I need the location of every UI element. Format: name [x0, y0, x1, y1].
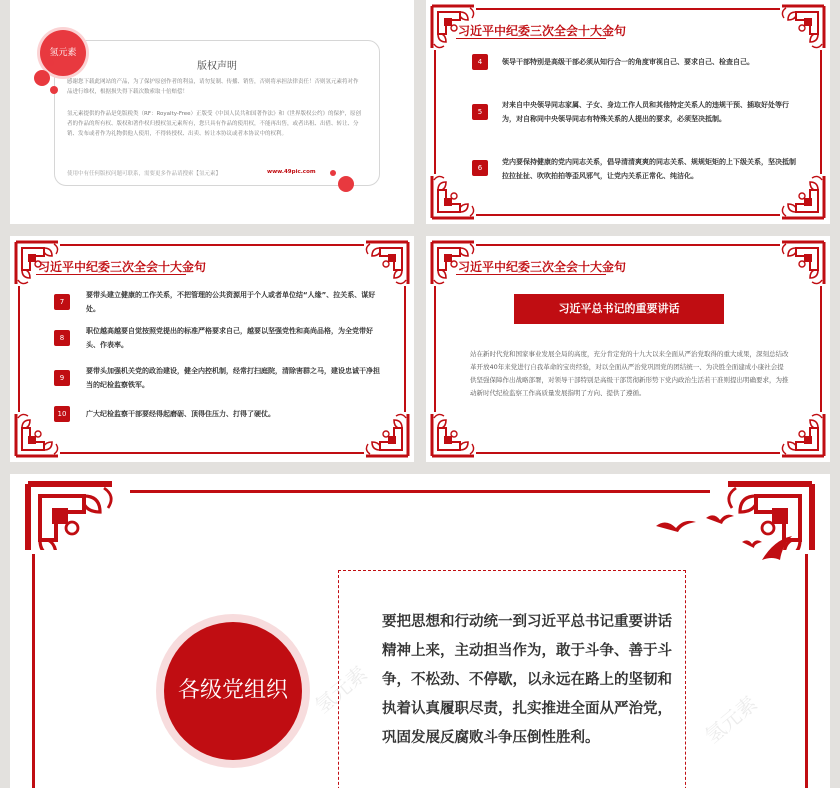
item-number: 9	[54, 370, 70, 386]
corner-ornament-icon	[778, 4, 826, 52]
copyright-card	[54, 40, 380, 186]
item-number: 5	[472, 104, 488, 120]
item-number: 10	[54, 406, 70, 422]
item-text: 要带头建立健康的工作关系，不把管理的公共资源用于个人或者单位结“人缘”、拉关系、谋好处。	[86, 291, 376, 313]
copyright-footer: 使用中有任何版权问题可联系，需要更多作品请搜索【氢元素】	[67, 171, 222, 177]
frame-line	[434, 286, 436, 412]
corner-ornament-icon	[778, 240, 826, 288]
copyright-paragraph: 氢元素提供的作品是免版税类（RF：Royalty-Free）正版受《中国人民共和国著作法》和《世界版权公约》的保护，原创者的作品的所有权、版权和著作权归授权氢元素所有，您只具有作品的使用权，不能再出售，或者出租、出借、转让、分销、发布或者作为礼物供他人使用，不得转授权、出卖、转让本协议或者本协议中的权利。	[67, 111, 362, 137]
watermark: 氢元素	[310, 661, 372, 719]
slide-copyright[interactable]	[10, 0, 414, 224]
title-underline	[456, 38, 606, 39]
slide-quotes-7-10[interactable]	[10, 236, 414, 462]
frame-line	[476, 452, 780, 454]
copyright-url: www.49pic.com	[267, 169, 316, 175]
frame-line	[820, 286, 822, 412]
slide-title: 习近平中纪委三次全会十大金句	[458, 260, 627, 274]
frame-line	[404, 286, 406, 412]
item-text: 领导干部特别是高级干部必须从知行合一的角度审视自己、要求自己、检查自己。	[502, 58, 754, 66]
speech-paragraph: 站在新时代党和国家事业发展全局的高度，充分肯定党的十九大以来全面从严治党取得的重大成果，深刻总结改革开放40年来党进行自我革命的宝贵经验，对以全面从严治党巩固党的团结统一、为决胜全面建成小康社会提供坚强保障作出战略部署，对领导干部特别是高级干部贯彻新形势下党内政治生活若干准则提出明确要求，为推动新时代纪检监察工作高质量发展指明了方向、提供了遵循。	[470, 350, 789, 397]
party-org-circle: 各级党组织	[164, 622, 302, 760]
copyright-paragraph: 感谢您下载此网站的产品，为了保护原创作者的利益，请勿复制、传播、销售，否则将承担法律责任！否则氢元素将对作品进行维权，根据损失得下载次数索取十倍赔偿！	[67, 79, 359, 95]
title-underline	[456, 274, 606, 275]
corner-ornament-icon	[778, 410, 826, 458]
frame-line	[32, 554, 35, 788]
corner-ornament-icon	[430, 172, 478, 220]
slide-title: 习近平中纪委三次全会十大金句	[458, 24, 627, 38]
corner-ornament-icon	[362, 240, 410, 288]
item-text: 广大纪检监察干部要经得起磨砺、顶得住压力、打得了硬仗。	[86, 410, 275, 418]
frame-line	[476, 214, 780, 216]
item-text: 职位越高越要自觉按照党提出的标准严格要求自己，越要以坚强党性和高尚品格，为全党带好头、作表率。	[86, 327, 373, 349]
decor-dot	[48, 60, 54, 66]
item-number: 7	[54, 294, 70, 310]
frame-line	[60, 244, 364, 246]
corner-ornament-icon	[430, 410, 478, 458]
frame-line	[60, 452, 364, 454]
decor-dot	[330, 170, 336, 176]
slide-quotes-4-6[interactable]	[426, 0, 830, 224]
item-number: 6	[472, 160, 488, 176]
frame-line	[476, 8, 780, 10]
brand-logo: 氢元素	[40, 30, 86, 76]
item-text: 党内要保持健康的党内同志关系，倡导清清爽爽的同志关系、规规矩矩的上下级关系，坚决抵制拉拉扯扯、吹吹拍拍等歪风邪气，让党内关系正常化、纯洁化。	[502, 158, 796, 180]
copyright-heading: 版权声明	[197, 61, 237, 72]
frame-line	[434, 50, 436, 174]
decor-dot	[34, 70, 50, 86]
frame-line	[18, 286, 20, 412]
decor-dot	[338, 176, 354, 192]
decor-dot	[50, 86, 58, 94]
slide-party-organizations[interactable]	[10, 474, 830, 788]
frame-line	[820, 50, 822, 174]
item-number: 8	[54, 330, 70, 346]
quote-text: 要把思想和行动统一到习近平总书记重要讲话精神上来，主动担当作为，敢于斗争、善于斗争，不松劲、不停歇，以永远在路上的坚韧和执着认真履职尽责，扎实推进全面从严治党，巩固发展反腐败斗争压倒性胜利。	[382, 614, 672, 746]
title-underline	[36, 274, 186, 275]
frame-line	[476, 244, 780, 246]
crane-bird-icon	[758, 532, 798, 572]
frame-line	[130, 490, 710, 493]
slide-title: 习近平中纪委三次全会十大金句	[38, 260, 207, 274]
speech-banner: 习近平总书记的重要讲话	[514, 294, 724, 324]
corner-ornament-icon	[24, 480, 124, 550]
item-text: 对来自中央领导同志家属、子女、身边工作人员和其他特定关系人的违规干预、插取好处等行为，对自称同中央领导同志有特殊关系的人提出的要求，必须坚决抵制。	[502, 101, 789, 123]
item-number: 4	[472, 54, 488, 70]
item-text: 要带头加强机关党的政治建设，健全内控机制，经常打扫庭院，清除害群之马，建设忠诚干净担当的纪检监察铁军。	[86, 367, 380, 389]
crane-bird-icon	[646, 506, 766, 566]
frame-line	[805, 554, 808, 788]
slide-important-speech[interactable]	[426, 236, 830, 462]
watermark: 氢元素	[700, 691, 762, 749]
